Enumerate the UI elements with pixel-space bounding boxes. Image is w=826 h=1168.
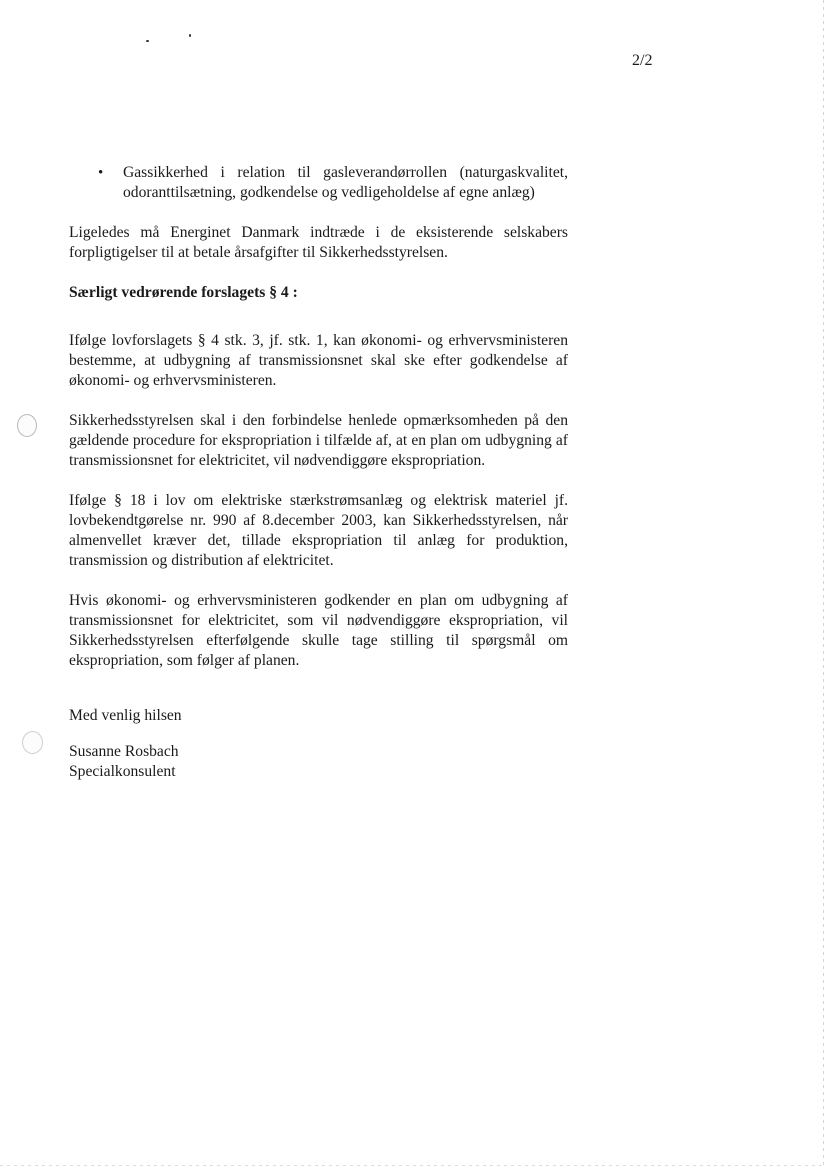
signature-block	[69, 706, 568, 782]
bullet-icon: •	[98, 165, 104, 181]
punch-hole-icon	[17, 414, 37, 437]
page-number: 2/2	[632, 52, 653, 69]
section-heading: Særligt vedrørende forslagets § 4 :	[69, 284, 298, 301]
paragraph: Ifølge lovforslagets § 4 stk. 3, jf. stk. 1, kan økonomi- og erhvervsministeren bestemme, at udbygning af transmissionsnet skal ske efter godkendelse af økonomi- og erhvervsministeren.	[69, 332, 568, 389]
paragraph: Ifølge § 18 i lov om elektriske stærkstrømsanlæg og elektrisk materiel jf. lovbekendtgørelse nr. 990 af 8.december 2003, kan Sikkerhedsstyrelsen, når almenvellet kræver det, tillade ekspropriation til anlæg for produktion, transmission og distribution af elektricitet.	[69, 492, 568, 569]
paragraph: Ligeledes må Energinet Danmark indtræde i de eksisterende selskabers forpligtigelser til at betale årsafgifter til Sikkerhedsstyrelsen.	[69, 224, 568, 261]
closing-salutation: Med venlig hilsen	[69, 707, 182, 724]
bullet-item	[98, 163, 568, 203]
paragraph: Sikkerhedsstyrelsen skal i den forbindelse henlede opmærksomheden på den gældende procedure for ekspropriation i tilfælde af, at en plan om udbygning af transmissionsnet for elektricitet, vil nødvendiggøre ekspropriation.	[69, 412, 568, 469]
paragraph: Hvis økonomi- og erhvervsministeren godkender en plan om udbygning af transmissionsnet for elektricitet, som vil nødvendiggøre ekspropriation, vil Sikkerhedsstyrelsen efterfølgende skulle tage stilling til spørgsmål om ekspropriation, som følger af planen.	[69, 592, 568, 669]
scan-edge-bottom	[0, 1165, 826, 1166]
signer-title: Specialkonsulent	[69, 763, 176, 780]
signer-name: Susanne Rosbach	[69, 743, 179, 760]
punch-hole-icon	[22, 731, 43, 754]
scan-speck	[146, 40, 149, 42]
scan-edge-right	[823, 0, 824, 1168]
letter-body	[69, 163, 568, 782]
scan-speck	[189, 34, 191, 37]
bullet-text: Gassikkerhed i relation til gasleverandørrollen (naturgaskvalitet, odoranttilsætning, godkendelse og vedligeholdelse af egne anlæg)	[123, 164, 568, 201]
